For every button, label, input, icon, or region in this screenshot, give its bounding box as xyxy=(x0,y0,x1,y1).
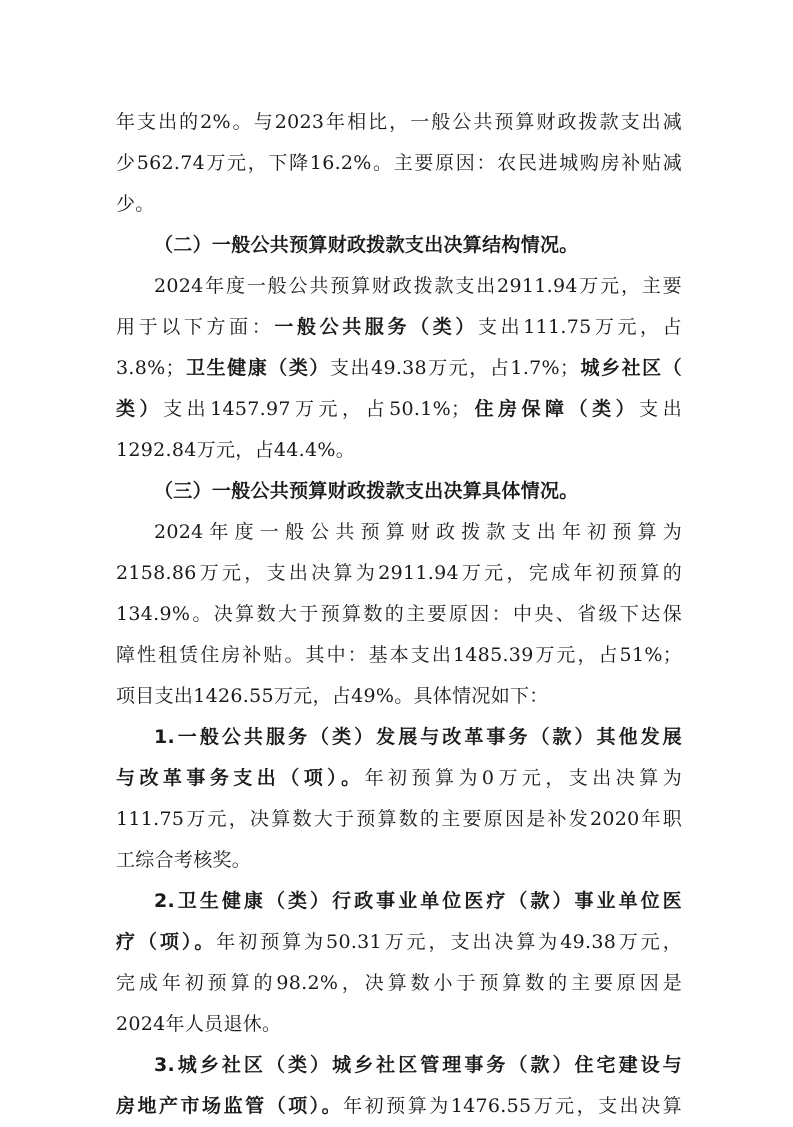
text-segment: 年初预算为0万元，支出决算为 xyxy=(364,767,682,789)
text-segment: 少562.74万元，下降16.2%。主要原因：农民进城购房补贴减 xyxy=(116,152,682,174)
text-line xyxy=(116,512,682,553)
bold-text-segment: 房地产市场监管（项）。 xyxy=(116,1095,344,1117)
bold-text-segment: 卫生健康（类） xyxy=(184,357,330,379)
text-line xyxy=(116,676,682,717)
text-line xyxy=(116,840,682,881)
text-line xyxy=(116,1045,682,1086)
text-segment: 2024年度一般公共预算财政拨款支出年初预算为 xyxy=(154,521,682,543)
bold-text-segment: 城乡社区（ xyxy=(579,357,682,379)
bold-text-segment: 类） xyxy=(116,398,164,420)
text-segment: 1292.84万元，占44.4%。 xyxy=(116,439,356,461)
text-segment: 支出111.75万元，占 xyxy=(477,316,682,338)
text-segment: 134.9%。决算数大于预算数的主要原因：中央、省级下达保 xyxy=(116,603,682,625)
text-segment: 111.75万元，决算数大于预算数的主要原因是补发2020年职 xyxy=(116,808,682,830)
bold-text-segment: 与改革事务支出（项）。 xyxy=(116,767,365,789)
text-segment: 完成年初预算的98.2%，决算数小于预算数的主要原因是 xyxy=(116,972,682,994)
text-segment: 年初预算为1476.55万元，支出决算 xyxy=(343,1095,682,1117)
text-line xyxy=(116,635,682,676)
text-line xyxy=(116,348,682,389)
text-line xyxy=(116,594,682,635)
bold-text-segment: 1.一般公共服务（类）发展与改革事务（款）其他发展 xyxy=(154,726,682,748)
text-line xyxy=(116,143,682,184)
text-segment: 3.8%； xyxy=(116,357,185,379)
text-line xyxy=(116,963,682,1004)
text-line xyxy=(116,717,682,758)
bold-text-segment: 2.卫生健康（类）行政事业单位医疗（款）事业单位医 xyxy=(154,890,682,912)
text-segment: 2024年度一般公共预算财政拨款支出2911.94万元，主要 xyxy=(154,275,682,297)
bold-text-segment: 疗（项）。 xyxy=(116,931,217,953)
text-line xyxy=(116,758,682,799)
text-line xyxy=(116,1004,682,1045)
text-segment: 支出49.38万元，占1.7%； xyxy=(329,357,580,379)
text-line xyxy=(116,553,682,594)
text-line xyxy=(116,225,682,266)
text-line xyxy=(116,266,682,307)
text-segment: 支出 xyxy=(639,398,682,420)
text-line xyxy=(116,471,682,512)
bold-text-segment: 住房保障（类） xyxy=(470,398,640,420)
text-segment: 2158.86万元，支出决算为2911.94万元，完成年初预算的 xyxy=(116,562,682,584)
text-segment: 年支出的2%。与2023年相比，一般公共预算财政拨款支出减 xyxy=(116,111,682,133)
bold-text-segment: 3.城乡社区（类）城乡社区管理事务（款）住宅建设与 xyxy=(154,1054,682,1076)
text-line xyxy=(116,922,682,963)
text-segment: 用于以下方面： xyxy=(116,316,275,338)
text-line xyxy=(116,1086,682,1127)
text-line xyxy=(116,881,682,922)
text-line xyxy=(116,799,682,840)
text-segment: 支出1457.97万元，占50.1%； xyxy=(163,398,471,420)
text-segment: 工综合考核奖。 xyxy=(116,849,252,871)
text-line xyxy=(116,102,682,143)
text-segment: 障性租赁住房补贴。其中：基本支出1485.39万元，占51%； xyxy=(116,644,682,666)
text-segment: 项目支出1426.55万元，占49%。具体情况如下： xyxy=(116,685,549,707)
text-line xyxy=(116,307,682,348)
text-line xyxy=(116,430,682,471)
document-body xyxy=(116,102,682,1127)
bold-text-segment: （二）一般公共预算财政拨款支出决算结构情况。 xyxy=(154,234,579,256)
text-line xyxy=(116,389,682,430)
bold-text-segment: （三）一般公共预算财政拨款支出决算具体情况。 xyxy=(154,480,579,502)
bold-text-segment: 一般公共服务（类） xyxy=(274,316,478,338)
text-line xyxy=(116,184,682,225)
text-segment: 年初预算为50.31万元，支出决算为49.38万元， xyxy=(216,931,682,953)
text-segment: 2024年人员退休。 xyxy=(116,1013,282,1035)
text-segment: 少。 xyxy=(116,193,155,215)
